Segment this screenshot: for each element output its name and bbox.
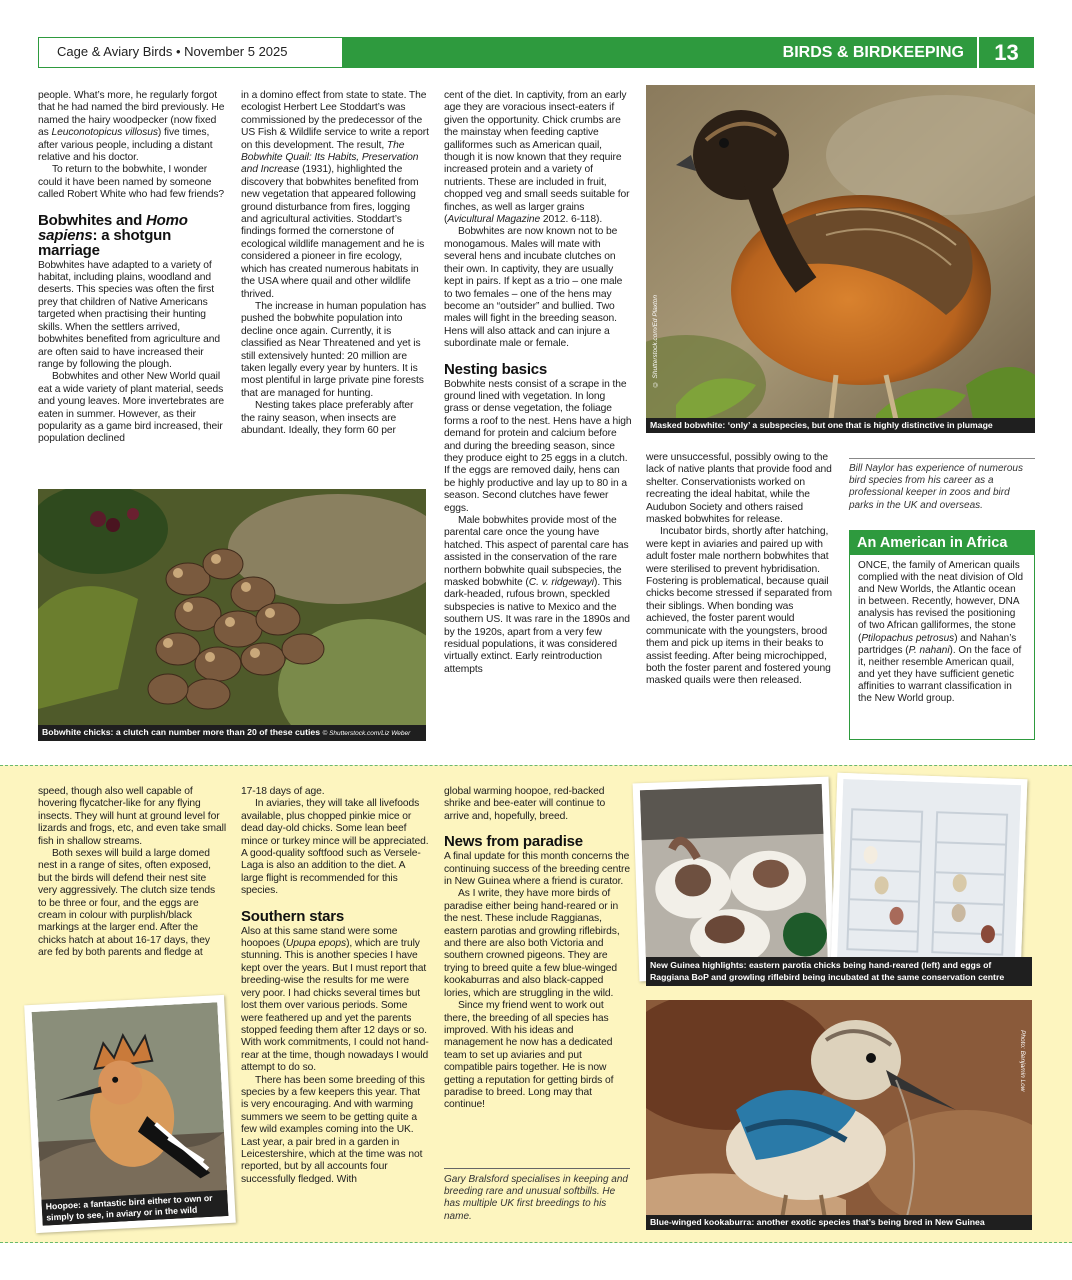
photo-hoopoe <box>24 995 236 1233</box>
paragraph: Bobwhite nests consist of a scrape in the ground lined with vegetation. In long grass or dense vegetation, the foliage forms a roof to the nest. Hens have a high demand for protein and calcium before and during the breeding season, since they produce eight to 25 eggs in a clutch. If the eggs are removed daily, hens can be highly productive and lay up to 80 in a season. Second clutches have fewer eggs. <box>444 378 632 514</box>
article-column-3 <box>444 90 632 676</box>
photo-caption-new-guinea: New Guinea highlights: eastern parotia chicks being hand-reared (left) and eggs of Raggiana BoP and growling riflebird being incubated at the same conservation centre <box>646 957 1032 986</box>
panel-column-2 <box>241 786 429 1186</box>
photo-credit: © Shutterstock.com/Ed Plaxton <box>652 295 659 388</box>
subheading-news-from-paradise: News from paradise <box>444 833 583 851</box>
article-column-4 <box>646 452 834 688</box>
sidebar-box-american-in-africa <box>849 530 1035 740</box>
photo-caption: Blue-winged kookaburra: another exotic species that’s being bred in New Guinea <box>646 1215 1032 1230</box>
photo-bobwhite-chicks <box>38 489 426 741</box>
subheading-southern-stars: Southern stars <box>241 907 345 925</box>
photo-parotia-chicks <box>633 777 836 982</box>
paragraph: Male bobwhites provide most of the parental care once the young have hatched. This aspect of parental care has assisted in the conservation of the rare northern bobwhite quail subspecies, the masked bobwhite (C. v. ridgewayi). This dark-headed, rufous brown, speckled subspecies is native to Mexico and the southern US. It was rare in the 1890s and by the 1920s, apart from a very few residual populations, it was considered virtually extinct. Early reintroduction attempts <box>444 515 630 675</box>
panel-column-1 <box>38 786 226 960</box>
paragraph: Bobwhites and other New World quail eat a wide variety of plant material, seeds and young leaves. More invertebrates are eaten in summer. However, as their popularity as a game bird increased, their population declined <box>38 371 225 445</box>
paragraph: speed, though also well capable of hovering flycatcher-like for any flying insects. They will hunt at ground level for lizards and frogs, etc, and even take small fish in shallow streams. <box>38 786 227 847</box>
sidebar-box-text: ONCE, the family of American quails complied with the neat division of Old and New Worlds, the Atlantic ocean in between. Recently, however, DNA analysis has revised the positioning of two African galliformes, the stone (Ptilopachus petrosus) and Nahan’s partridges (P. nahani). On the face of it, neither resemble American quail, and yet they have sufficient genetic affinities to warrant classification in the New World group. <box>858 560 1024 705</box>
paragraph: As I write, they have more birds of paradise either being hand-reared or in the nest. These include Raggianas, eastern parotias and growling riflebirds, and there are also both Victoria and southern crowned pigeons. They are trying to breed quite a few blue-winged kookaburras and also black-capped lories, which are struggling in the wild. <box>444 888 620 999</box>
paragraph: cent of the diet. In captivity, from an early age they are voracious insect-eaters if given the opportunity. Chick crumbs are the mainstay when feeding captive galliformes such as American quail, though it is now known that they require increased protein and a variety of nutrients. These are included in fruit, chopped veg and small seeds suitable for finches, as well as larger grains (Avicultural Magazine 2012. 6-118). <box>444 90 630 226</box>
paragraph: The increase in human population has pushed the bobwhite population into decline once again. Currently, it is classified as Near Threatened and yet is still extensively hunted: 20 million are taken legally every year by hunters. It is most plentiful in large private pine forests that are managed for hunting. <box>241 300 426 399</box>
photo-masked-bobwhite <box>646 85 1035 433</box>
paragraph: were unsuccessful, possibly owing to the lack of native plants that provide food and shelter. Conservationists worked on recreating the ideal habitat, while the Audubon Society and others raised masked bobwhites for release. <box>646 452 832 526</box>
page-number: 13 <box>979 37 1034 68</box>
paragraph: Also at this same stand were some hoopoes (Upupa epops), which are truly stunning. This is another species I have kept over the years. But I must report that breeding-wise the results for me were very poor. I had chicks several times but lost them over various periods. Some were feathered up and yet the parents stopped feeding them after 12 days or so. With work commitments, I could not hand-rear at the time, though nowadays I would attempt to do so. <box>241 925 429 1074</box>
paragraph: in a domino effect from state to state. The ecologist Herbert Lee Stoddart’s was commissioned by the predecessor of the US Fish & Wildlife service to write a report on this development. The result, The Bobwhite Quail: Its Habits, Preservation and Increase (1931), highlighted the discovery that bobwhites benefited from new vegetation that appeared following ground disturbance from fires, logging and agricultural activities. Stoddart’s findings formed the cornerstone of ecological wildlife management and he is considered a pioneer in fire ecology, which has created numerous habitats in the USA where quail and other wildlife thrived. <box>241 90 429 300</box>
subheading-nesting-basics: Nesting basics <box>444 360 548 378</box>
paragraph: There has been some breeding of this species by a few keepers this year. That is very encouraging. And with warming summers we seem to be getting quite a few wild examples coming into the UK. Last year, a pair bred in a garden in Leicestershire, which at the time was not reported, but by all accounts four successfully fledged. With <box>241 1074 425 1185</box>
incubator-eggs-image <box>837 779 1021 969</box>
photo-caption: Bobwhite chicks: a clutch can number more than 20 of these cuties © Shutterstock.com/Liz Weber <box>38 725 426 741</box>
sidebar-box-title: An American in Africa <box>850 531 1034 555</box>
paragraph: 17-18 days of age. <box>241 786 325 797</box>
paragraph: Since my friend went to work out there, the breeding of all species has improved. With his ideas and management he now has a dedicated team to set up aviaries and put compatible pairs together. He is now getting a reputation for getting birds of paradise to breed. Long may that continue! <box>444 1000 614 1111</box>
photo-caption: Masked bobwhite: ‘only’ a subspecies, but one that is highly distinctive in plumage <box>646 418 1035 433</box>
publication-name: Cage & Aviary Birds • November 5 2025 <box>57 44 288 59</box>
paragraph: Incubator birds, shortly after hatching, were kept in aviaries and paired up with adult foster male northern bobwhites that were sterilised to prevent hybridisation. Fostering is problematical, because quail chicks become stressed if separated from their siblings. When bonding was achieved, the foster parent would communicate with the youngsters, brood them and pick up items in their beaks to assist feeding. After being microchipped, both the foster parent and fostered young masked quails were then released. <box>646 526 833 687</box>
parotia-chicks-image <box>640 784 828 974</box>
paragraph: To return to the bobwhite, I wonder could it have been named by someone called Robert White who had few friends? <box>38 164 225 201</box>
paragraph: people. What’s more, he regularly forgot that he had named the bird previously. He named the hairy woodpecker (now fixed as Leuconotopicus villosus) five times, after various people, including a distant relative and his doctor. <box>38 90 225 164</box>
section-title: BIRDS & BIRDKEEPING <box>782 44 964 61</box>
subheading-bobwhites-homo-sapiens: Bobwhites and Homo sapiens: a shotgun marriage <box>38 211 188 259</box>
paragraph: Nesting takes place preferably after the rainy season, when insects are abundant. Ideally, they form 60 per <box>241 400 414 436</box>
paragraph: Both sexes will build a large domed nest in a range of sites, often exposed, but the birds will defend their nest site very aggressively. The clutch size tends to be three or four, and the eggs are cream in colour with purplish/black markings at the larger end. After the chicks hatch at about 16-17 days, they are fed by both parents and fledge at <box>38 848 216 959</box>
article-column-2 <box>241 90 429 437</box>
paragraph: Bobwhites are now known not to be monogamous. Males will mate with several hens and incubate clutches on their own. In captivity, they are usually kept in pairs. If kept as a trio – one male to two females – one of the hens may become an “outsider” and bullied. Two males will fight in the breeding season. Hens will also attack and can injure a subordinate male or female. <box>444 226 623 350</box>
paragraph: Bobwhites have adapted to a variety of habitat, including plains, woodland and deserts. This species was often the first prey that children of Native Americans targeted when practising their hunting skills. When the settlers arrived, bobwhites benefited from agriculture and are often said to have increased their range by following the plough. <box>38 259 221 370</box>
photo-incubator-eggs <box>831 773 1028 976</box>
bobwhite-chicks-image <box>38 489 426 741</box>
author-bio-naylor: Bill Naylor has experience of numerous bird species from his career as a professional keeper in zoos and bird parks in the UK and overseas. <box>849 463 1023 511</box>
masked-bobwhite-image <box>646 85 1035 433</box>
photo-blue-winged-kookaburra <box>646 1000 1032 1230</box>
author-bio-bralsford: Gary Bralsford specialises in keeping and breeding rare and unusual softbills. He has multiple UK first breedings to his name. <box>444 1174 628 1222</box>
paragraph: In aviaries, they will take all livefoods available, plus chopped pinkie mice or dead day-old chicks. Some lean beef mince or turkey mince will be appreciated. A good-quality softfood such as Versele-Laga is also an addition to the diet. A large flight is recommended for this species. <box>241 798 429 897</box>
article-column-1 <box>38 90 226 446</box>
photo-credit: © Shutterstock.com/Liz Weber <box>322 730 411 737</box>
photo-caption: Hoopoe: a fantastic bird either to own or simply to see, in aviary or in the wild <box>41 1190 228 1226</box>
paragraph: A final update for this month concerns the continuing success of the breeding centre in New Guinea where a friend is curator. <box>444 851 630 888</box>
kookaburra-image <box>646 1000 1032 1230</box>
paragraph: global warming hoopoe, red-backed shrike and bee-eater will continue to arrive and, hopefully, breed. <box>444 786 606 822</box>
publication-header <box>38 37 343 68</box>
photo-credit: Photo: Benjamin Low <box>1019 1030 1026 1092</box>
panel-column-3 <box>444 786 632 1112</box>
